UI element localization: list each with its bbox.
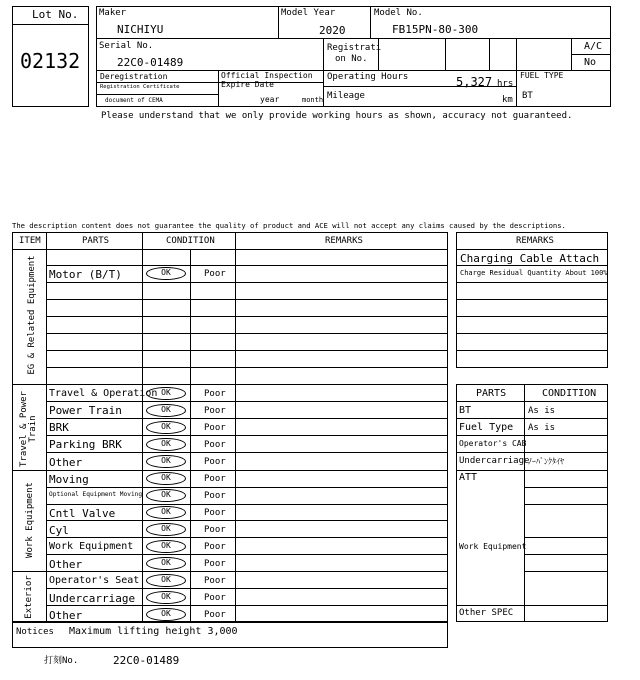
footer-value: 22C0-01489	[113, 654, 180, 667]
ok-mark: OK	[146, 455, 186, 468]
ac-value: No	[584, 57, 597, 68]
inspection-label: Official Inspection	[221, 71, 313, 80]
ok-mark: OK	[146, 421, 186, 434]
parts-box-condition-header: CONDITION	[542, 388, 597, 399]
ok-mark: OK	[146, 506, 186, 519]
registration-label-2: on No.	[335, 54, 368, 64]
part-travel-operation: Travel & Operation	[49, 388, 158, 399]
notices-value: Maximum lifting height 3,000	[69, 626, 238, 637]
ok-mark: OK	[146, 404, 186, 417]
ok-mark: OK	[146, 540, 186, 553]
part-exterior-other: Other	[49, 609, 83, 622]
part-optional-equipment-moving: Optional Equipment Moving	[49, 491, 143, 498]
footer-label: 打刻No.	[44, 656, 79, 666]
section-work: Work Equipment	[25, 482, 35, 558]
part-motor: Motor (B/T)	[49, 268, 122, 281]
model-no-value: FB15PN-80-300	[392, 23, 479, 36]
bt-value: As is	[528, 406, 556, 416]
item-header: ITEM	[19, 236, 41, 246]
part-brk: BRK	[49, 421, 69, 434]
part-cyl: Cyl	[49, 524, 69, 537]
fuel-type-label: Fuel Type	[459, 422, 514, 433]
hrs-label: hrs	[497, 79, 514, 89]
model-year-label: Model Year	[281, 8, 336, 18]
ok-mark: OK	[146, 489, 186, 502]
ok-mark: OK	[146, 608, 186, 621]
parts-header: PARTS	[82, 236, 110, 246]
part-undercarriage: Undercarriage	[49, 592, 136, 605]
maker-label: Maker	[99, 8, 127, 18]
section-travel: Travel & Power Train	[19, 391, 38, 467]
remarks-line-2: Charge Residual Quantity About 100%	[460, 269, 608, 277]
poor-label: Poor	[204, 576, 226, 586]
poor-label: Poor	[204, 508, 226, 518]
parts-box-parts-header: PARTS	[476, 388, 507, 399]
fuel-type-value: As is	[528, 423, 556, 433]
part-parking-brk: Parking BRK	[49, 438, 122, 451]
remarks-box-header: REMARKS	[516, 236, 554, 246]
part-power-train: Power Train	[49, 404, 122, 417]
hours-notice: Please understand that we only provide working hours as shown, accuracy not guaranteed.	[101, 111, 573, 121]
ok-mark: OK	[146, 574, 186, 587]
operating-hours-value: 5,327	[456, 75, 493, 89]
ac-label: A/C	[584, 41, 603, 52]
km-label: km	[502, 95, 513, 105]
part-operators-seat: Operator's Seat	[49, 575, 140, 586]
work-equipment-label: Work Equipment	[459, 542, 527, 551]
part-moving: Moving	[49, 473, 89, 486]
registration-certificate-label: Registration Certificate	[100, 84, 180, 90]
part-work-equipment: Work Equipment	[49, 541, 134, 552]
poor-label: Poor	[204, 269, 226, 279]
parts-box	[456, 384, 608, 622]
poor-label: Poor	[204, 457, 226, 467]
poor-label: Poor	[204, 389, 226, 399]
operators-cab-label: Operator's CAB	[459, 439, 527, 448]
registration-label: Registrati	[327, 43, 382, 53]
ok-mark: OK	[146, 438, 186, 451]
poor-label: Poor	[204, 559, 226, 569]
section-eg: EG & Related Equipment	[27, 255, 37, 375]
ok-mark: OK	[146, 591, 186, 604]
att-label: ATT	[459, 472, 478, 483]
poor-label: Poor	[204, 610, 226, 620]
ok-mark: OK	[146, 267, 186, 280]
operating-hours-label: Operating Hours	[327, 72, 409, 82]
lot-no-value: 02132	[20, 49, 81, 73]
ok-mark: OK	[146, 387, 186, 400]
remarks-line-1: Charging Cable Attach	[460, 252, 600, 265]
ok-mark: OK	[146, 557, 186, 570]
condition-header: CONDITION	[166, 236, 215, 246]
fuel-type-label: FUEL TYPE	[520, 71, 564, 80]
poor-label: Poor	[204, 525, 226, 535]
year-label: year	[260, 95, 280, 104]
part-work-other: Other	[49, 558, 83, 571]
poor-label: Poor	[204, 491, 226, 501]
serial-no-value: 22C0-01489	[117, 56, 184, 69]
deregistration-label: Deregistration	[100, 72, 168, 81]
poor-label: Poor	[204, 406, 226, 416]
serial-no-label: Serial No.	[99, 41, 154, 51]
ok-mark: OK	[146, 472, 186, 485]
disclaimer: The description content does not guarantee the quality of product and ACE will not accept any claims caused by the descriptions.	[12, 221, 566, 230]
bt-label: BT	[459, 405, 472, 416]
part-cntl-valve: Cntl Valve	[49, 507, 116, 520]
poor-label: Poor	[204, 474, 226, 484]
section-exterior: Exterior	[24, 575, 34, 619]
inspection-label-2: Expire Date	[221, 80, 274, 89]
undercarriage-value: ﾉｰﾊﾞﾝｸﾀｲﾔ	[528, 457, 564, 466]
mileage-label: Mileage	[327, 91, 365, 101]
poor-label: Poor	[204, 423, 226, 433]
notices-label: Notices	[16, 627, 54, 637]
poor-label: Poor	[204, 593, 226, 603]
month-label: month	[302, 96, 324, 104]
model-no-label: Model No.	[374, 8, 423, 18]
poor-label: Poor	[204, 542, 226, 552]
model-year-value: 2020	[319, 24, 346, 37]
poor-label: Poor	[204, 440, 226, 450]
undercarriage-label: Undercarriage	[459, 456, 530, 466]
part-travel-other: Other	[49, 456, 83, 469]
maker-value: NICHIYU	[117, 23, 164, 36]
cema-label: document of CEMA	[105, 97, 163, 104]
ok-mark: OK	[146, 523, 186, 536]
other-spec-label: Other SPEC	[459, 608, 514, 618]
fuel-type-value: BT	[522, 91, 533, 101]
lot-no-label: Lot No.	[32, 8, 79, 21]
remarks-header: REMARKS	[325, 236, 363, 246]
